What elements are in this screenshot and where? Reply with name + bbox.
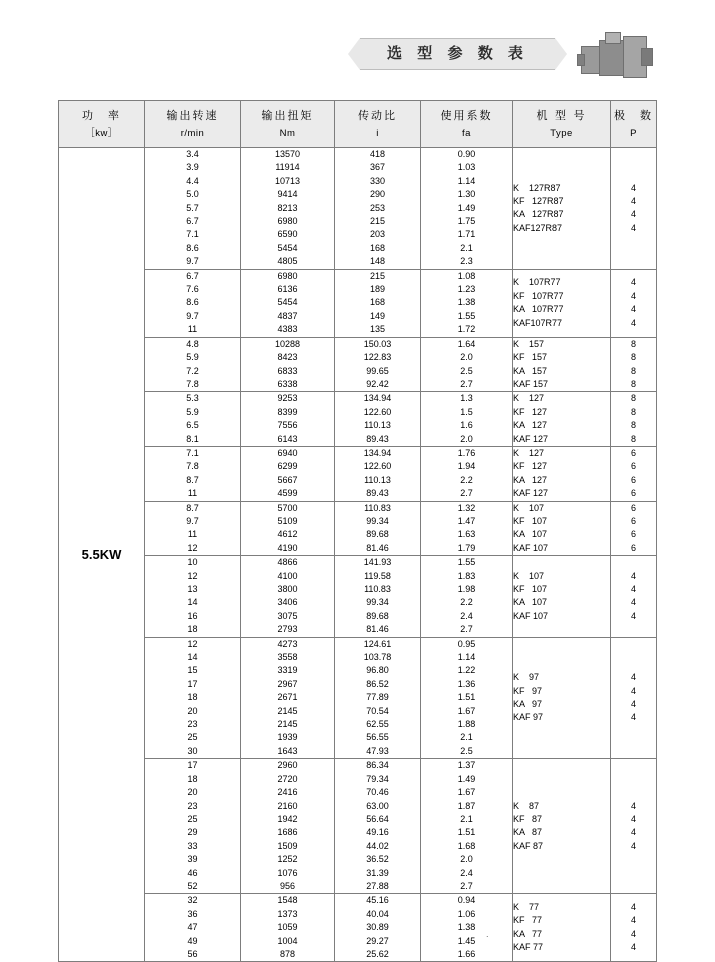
service-factor-cell: 0.94 1.06 1.38 1.45 1.66 <box>421 894 513 962</box>
poles-cell: 4 4 4 4 <box>611 637 657 759</box>
footer-mark: . <box>486 929 489 939</box>
output-torque-cell: 6980 6136 5454 4837 4383 <box>241 269 335 337</box>
model-type-cell: K 157 KF 157 KA 157 KAF 157 <box>513 337 611 392</box>
output-torque-cell: 13570 11914 10713 9414 8213 6980 6590 5454 4805 <box>241 148 335 270</box>
header-power-line2: ［kw］ <box>85 127 118 139</box>
header-output-torque-line1: 输出扭矩 <box>261 108 314 122</box>
poles-cell: 8 8 8 8 <box>611 337 657 392</box>
header-service-factor <box>421 101 513 148</box>
output-torque-cell: 6940 6299 5667 4599 <box>241 446 335 501</box>
output-torque-cell: 10288 8423 6833 6338 <box>241 337 335 392</box>
service-factor-cell: 1.08 1.23 1.38 1.55 1.72 <box>421 269 513 337</box>
output-torque-cell: 4866 4100 3800 3406 3075 2793 <box>241 556 335 637</box>
service-factor-cell: 1.76 1.94 2.2 2.7 <box>421 446 513 501</box>
output-torque-cell: 1548 1373 1059 1004 878 <box>241 894 335 962</box>
model-type-cell: K 87 KF 87 KA 87 KAF 87 <box>513 759 611 894</box>
header-power <box>59 101 145 148</box>
table-row <box>59 894 657 962</box>
ratio-cell: 418 367 330 290 253 215 203 168 148 <box>335 148 421 270</box>
poles-cell: 4 4 4 4 <box>611 269 657 337</box>
table-row <box>59 337 657 392</box>
header-service-factor-line2: fa <box>462 127 471 139</box>
service-factor-cell: 1.55 1.83 1.98 2.2 2.4 2.7 <box>421 556 513 637</box>
poles-cell: 4 4 4 4 <box>611 148 657 270</box>
service-factor-cell: 1.37 1.49 1.67 1.87 2.1 1.51 1.68 2.0 2.4 2.7 <box>421 759 513 894</box>
table-row <box>59 556 657 637</box>
table-row <box>59 148 657 270</box>
service-factor-cell: 1.32 1.47 1.63 1.79 <box>421 501 513 556</box>
header-ratio-line1: 传动比 <box>358 108 397 122</box>
table-row <box>59 501 657 556</box>
model-type-cell: K 107 KF 107 KA 107 KAF 107 <box>513 556 611 637</box>
page-title: 选 型 参 数 表 <box>387 44 528 62</box>
table-row <box>59 759 657 894</box>
table-row <box>59 392 657 447</box>
spec-table-container <box>58 100 656 962</box>
header-output-torque-line2: Nm <box>279 127 296 139</box>
model-type-cell: K 77 KF 77 KA 77 KAF 77 <box>513 894 611 962</box>
gearmotor-illustration-icon <box>575 30 655 80</box>
model-type-cell: K 127R87 KF 127R87 KA 127R87 KAF127R87 <box>513 148 611 270</box>
header-power-line1: 功 率 <box>82 108 121 122</box>
output-speed-cell: 6.7 7.6 8.6 9.7 11 <box>145 269 241 337</box>
output-speed-cell: 3.4 3.9 4.4 5.0 5.7 6.7 7.1 8.6 9.7 <box>145 148 241 270</box>
ratio-cell: 134.94 122.60 110.13 89.43 <box>335 392 421 447</box>
output-speed-cell: 12 14 15 17 18 20 23 25 30 <box>145 637 241 759</box>
output-speed-cell: 7.1 7.8 8.7 11 <box>145 446 241 501</box>
header-ratio <box>335 101 421 148</box>
model-type-cell: K 97 KF 97 KA 97 KAF 97 <box>513 637 611 759</box>
output-torque-cell: 2960 2720 2416 2160 1942 1686 1509 1252 1076 956 <box>241 759 335 894</box>
ratio-cell: 124.61 103.78 96.80 86.52 77.89 70.54 62.55 56.55 47.93 <box>335 637 421 759</box>
header-ratio-line2: i <box>376 127 379 139</box>
model-type-cell: K 127 KF 127 KA 127 KAF 127 <box>513 446 611 501</box>
output-speed-cell: 8.7 9.7 11 12 <box>145 501 241 556</box>
service-factor-cell: 1.64 2.0 2.5 2.7 <box>421 337 513 392</box>
spec-table <box>58 100 657 962</box>
table-body <box>59 148 657 962</box>
table-header-row <box>59 101 657 148</box>
ratio-cell: 86.34 79.34 70.46 63.00 56.64 49.16 44.02 36.52 31.39 27.88 <box>335 759 421 894</box>
header-output-speed <box>145 101 241 148</box>
header-output-torque <box>241 101 335 148</box>
ratio-cell: 134.94 122.60 110.13 89.43 <box>335 446 421 501</box>
service-factor-cell: 0.90 1.03 1.14 1.30 1.49 1.75 1.71 2.1 2.3 <box>421 148 513 270</box>
model-type-cell: K 127 KF 127 KA 127 KAF 127 <box>513 392 611 447</box>
ratio-cell: 110.83 99.34 89.68 81.46 <box>335 501 421 556</box>
output-speed-cell: 10 12 13 14 16 18 <box>145 556 241 637</box>
poles-cell: 4 4 4 4 <box>611 556 657 637</box>
output-speed-cell: 17 18 20 23 25 29 33 39 46 52 <box>145 759 241 894</box>
poles-cell: 4 4 4 4 <box>611 894 657 962</box>
output-torque-cell: 5700 5109 4612 4190 <box>241 501 335 556</box>
output-speed-cell: 4.8 5.9 7.2 7.8 <box>145 337 241 392</box>
poles-cell: 4 4 4 4 <box>611 759 657 894</box>
ratio-cell: 141.93 119.58 110.83 99.34 89.68 81.46 <box>335 556 421 637</box>
output-speed-cell: 5.3 5.9 6.5 8.1 <box>145 392 241 447</box>
header-type-line2: Type <box>550 127 573 139</box>
model-type-cell: K 107R77 KF 107R77 KA 107R77 KAF107R77 <box>513 269 611 337</box>
table-row <box>59 269 657 337</box>
output-torque-cell: 4273 3558 3319 2967 2671 2145 2145 1939 1643 <box>241 637 335 759</box>
poles-cell: 6 6 6 6 <box>611 446 657 501</box>
table-row <box>59 446 657 501</box>
header-type-line1: 机 型 号 <box>536 108 587 122</box>
page-header <box>0 28 715 86</box>
ratio-cell: 215 189 168 149 135 <box>335 269 421 337</box>
poles-cell: 6 6 6 6 <box>611 501 657 556</box>
header-output-speed-line1: 输出转速 <box>166 108 219 122</box>
output-speed-cell: 32 36 47 49 56 <box>145 894 241 962</box>
header-service-factor-line1: 使用系数 <box>440 108 493 122</box>
service-factor-cell: 1.3 1.5 1.6 2.0 <box>421 392 513 447</box>
ratio-cell: 45.16 40.04 30.89 29.27 25.62 <box>335 894 421 962</box>
model-type-cell: K 107 KF 107 KA 107 KAF 107 <box>513 501 611 556</box>
header-type <box>513 101 611 148</box>
power-rating-cell: 5.5KW <box>59 148 145 962</box>
header-poles-line1: 极 数 <box>614 108 653 122</box>
output-torque-cell: 9253 8399 7556 6143 <box>241 392 335 447</box>
header-output-speed-line2: r/min <box>180 127 205 139</box>
header-poles-line2: P <box>630 127 637 139</box>
header-poles <box>611 101 657 148</box>
poles-cell: 8 8 8 8 <box>611 392 657 447</box>
service-factor-cell: 0.95 1.14 1.22 1.36 1.51 1.67 1.88 2.1 2.5 <box>421 637 513 759</box>
table-row <box>59 637 657 759</box>
ratio-cell: 150.03 122.83 99.65 92.42 <box>335 337 421 392</box>
table-head <box>59 101 657 148</box>
